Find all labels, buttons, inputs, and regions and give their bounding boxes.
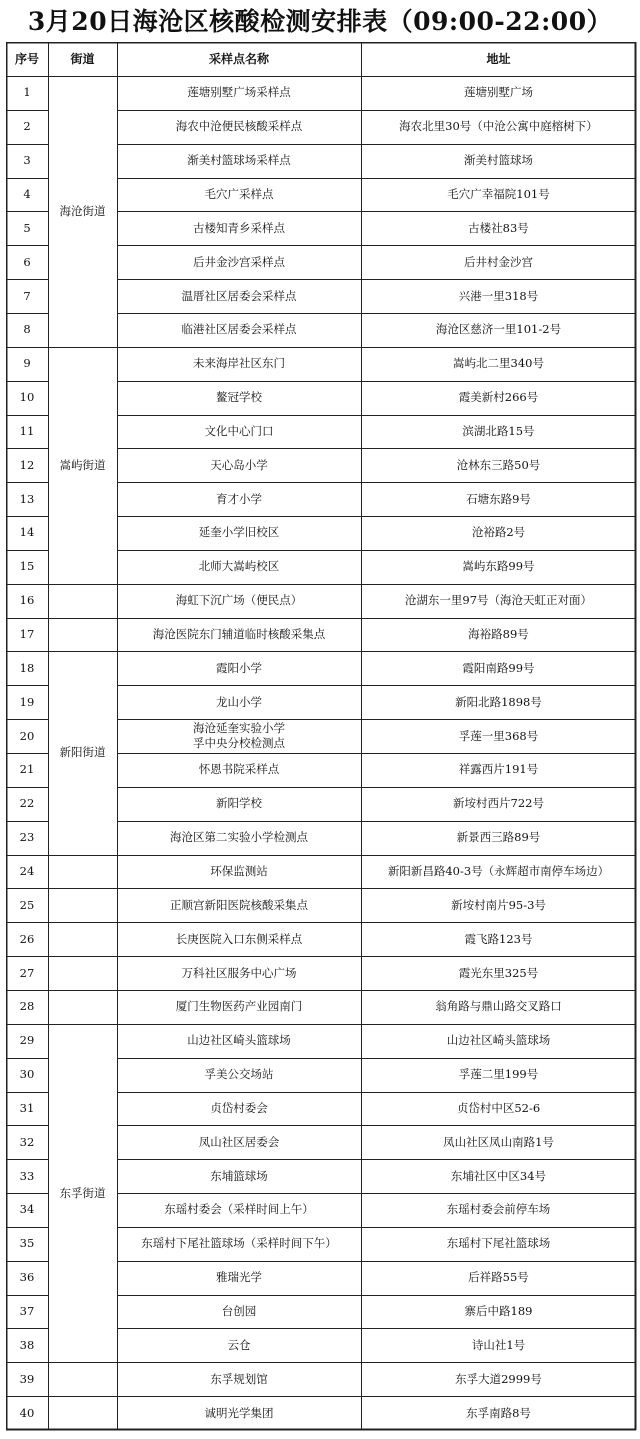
row-number: 31 xyxy=(19,1100,35,1115)
row-number: 29 xyxy=(19,1033,35,1048)
site-address: 新阳新昌路40-3号（永辉超市南停车场边） xyxy=(387,863,610,878)
site-address: 海农北里30号（中沧公寓中庭榕树下） xyxy=(399,119,598,134)
site-name: 厦门生物医药产业园南门 xyxy=(175,999,303,1014)
row-number: 19 xyxy=(19,694,35,709)
row-number: 6 xyxy=(23,254,31,269)
site-name: 山边社区崎头篮球场 xyxy=(187,1033,291,1048)
row-number: 7 xyxy=(23,288,31,303)
site-name: 海沧医院东门辅道临时核酸采集点 xyxy=(152,627,326,642)
street-cell: 新阳街道 xyxy=(59,745,106,760)
row-number: 35 xyxy=(19,1236,35,1251)
site-address: 东瑶村委会前停车场 xyxy=(446,1202,551,1217)
row-number: 3 xyxy=(23,153,31,168)
site-address: 新垵村南片95-3号 xyxy=(451,897,546,912)
site-address: 海裕路89号 xyxy=(468,627,529,642)
schedule-table xyxy=(6,42,636,1430)
site-name: 莲塘别墅广场采样点 xyxy=(187,85,291,100)
site-address: 沧林东三路50号 xyxy=(456,457,541,472)
site-address: 古楼社83号 xyxy=(468,220,529,235)
site-address: 莲塘别墅广场 xyxy=(464,85,533,100)
row-number: 21 xyxy=(19,762,35,777)
site-address: 东埔社区中区34号 xyxy=(450,1168,547,1183)
site-name: 文化中心门口 xyxy=(204,423,274,438)
site-address: 新景西三路89号 xyxy=(456,830,541,845)
site-name: 毛穴广采样点 xyxy=(204,186,274,201)
site-name: 东瑶村委会（采样时间上午） xyxy=(164,1202,314,1217)
site-name: 海沧延奎实验小学 孚中央分校检测点 xyxy=(193,721,285,751)
site-name: 北师大嵩屿校区 xyxy=(198,559,280,574)
row-number: 33 xyxy=(19,1168,35,1183)
header-site: 采样点名称 xyxy=(208,51,269,66)
site-address: 山边社区崎头篮球场 xyxy=(446,1033,551,1048)
street-cell: 海沧街道 xyxy=(59,203,106,218)
site-address: 东孚南路8号 xyxy=(466,1405,531,1420)
site-address: 霞光东里325号 xyxy=(458,965,539,980)
row-number: 17 xyxy=(19,627,35,642)
site-name: 东瑶村下尾社篮球场（采样时间下午） xyxy=(141,1236,337,1251)
row-number: 24 xyxy=(19,863,35,878)
site-address: 祥露西片191号 xyxy=(458,762,539,777)
header-no: 序号 xyxy=(14,51,39,66)
site-name: 温厝社区居委会采样点 xyxy=(181,288,297,303)
site-address: 石塘东路9号 xyxy=(466,491,531,506)
site-name: 云仓 xyxy=(227,1337,251,1352)
header-address: 地址 xyxy=(486,51,511,66)
site-name: 诚明光学集团 xyxy=(204,1405,274,1420)
site-address: 东孚大道2999号 xyxy=(455,1371,542,1386)
site-address: 诗山社1号 xyxy=(471,1337,526,1352)
site-name: 凤山社区居委会 xyxy=(198,1134,280,1149)
site-name: 海农中沧便民核酸采样点 xyxy=(175,119,303,134)
row-number: 1 xyxy=(23,85,31,100)
site-name: 正顺宫新阳医院核酸采集点 xyxy=(170,897,308,912)
site-address: 霞飞路123号 xyxy=(464,931,533,946)
row-number: 25 xyxy=(19,897,35,912)
site-name: 长庚医院入口东侧采样点 xyxy=(175,931,303,946)
site-name: 延奎小学旧校区 xyxy=(198,525,280,540)
row-number: 20 xyxy=(19,728,35,743)
site-address: 沧湖东一里97号（海沧天虹正对面） xyxy=(404,593,593,608)
site-name: 天心岛小学 xyxy=(210,457,268,472)
site-address: 沧裕路2号 xyxy=(471,525,526,540)
site-name: 临港社区居委会采样点 xyxy=(181,322,297,337)
row-number: 26 xyxy=(19,931,35,946)
site-name: 新阳学校 xyxy=(216,796,262,811)
row-number: 23 xyxy=(19,830,35,845)
row-number: 30 xyxy=(19,1067,35,1082)
row-number: 39 xyxy=(19,1371,35,1386)
site-address: 凤山社区凤山南路1号 xyxy=(443,1134,554,1149)
site-name: 万科社区服务中心广场 xyxy=(181,965,297,980)
row-number: 14 xyxy=(19,525,35,540)
row-number: 10 xyxy=(19,390,35,405)
row-number: 13 xyxy=(19,491,35,506)
page-title: 3月20日海沧区核酸检测安排表（09:00-22:00） xyxy=(27,7,613,36)
row-number: 32 xyxy=(19,1134,35,1149)
row-number: 22 xyxy=(19,796,35,811)
row-number: 11 xyxy=(19,423,35,438)
site-name: 台创园 xyxy=(221,1304,257,1319)
site-name: 未来海岸社区东门 xyxy=(193,356,285,371)
row-number: 36 xyxy=(19,1270,35,1285)
row-number: 9 xyxy=(23,356,31,371)
site-address: 东瑶村下尾社篮球场 xyxy=(446,1236,551,1251)
site-address: 贞岱村中区52-6 xyxy=(456,1100,541,1115)
row-number: 2 xyxy=(23,119,31,134)
site-name: 东埔篮球场 xyxy=(210,1168,268,1183)
row-number: 40 xyxy=(19,1405,35,1420)
site-address: 寨后中路189 xyxy=(464,1304,533,1319)
row-number: 15 xyxy=(19,559,35,574)
site-name: 育才小学 xyxy=(216,491,262,506)
table-grid-lines xyxy=(6,42,638,1432)
site-address: 嵩屿北二里340号 xyxy=(453,356,544,371)
site-name: 霞阳小学 xyxy=(216,660,262,675)
row-number: 12 xyxy=(19,457,35,472)
street-cell: 嵩屿街道 xyxy=(59,457,106,472)
row-number: 28 xyxy=(19,999,35,1014)
site-name: 孚美公交场站 xyxy=(204,1067,274,1082)
site-address: 后井村金沙宫 xyxy=(464,254,533,269)
site-address: 后祥路55号 xyxy=(468,1270,529,1285)
site-address: 霞阳南路99号 xyxy=(462,660,535,675)
header-street: 街道 xyxy=(70,51,95,66)
row-number: 18 xyxy=(19,660,35,675)
site-name: 海沧区第二实验小学检测点 xyxy=(170,830,308,845)
site-address: 孚莲一里368号 xyxy=(458,728,539,743)
site-name: 古楼知青乡采样点 xyxy=(193,220,285,235)
row-number: 27 xyxy=(19,965,35,980)
site-address: 兴港一里318号 xyxy=(458,288,539,303)
street-cell: 东孚街道 xyxy=(59,1185,106,1200)
site-address: 滨湖北路15号 xyxy=(462,423,535,438)
site-name: 贞岱村委会 xyxy=(210,1100,268,1115)
site-address: 翁角路与鼎山路交叉路口 xyxy=(435,999,562,1014)
row-number: 4 xyxy=(23,186,31,201)
site-name: 后井金沙宫采样点 xyxy=(193,254,285,269)
site-name: 海虹下沉广场（便民点） xyxy=(175,593,303,608)
site-address: 霞美新村266号 xyxy=(458,390,539,405)
site-address: 嵩屿东路99号 xyxy=(462,559,535,574)
site-name: 环保监测站 xyxy=(210,863,268,878)
site-name: 东孚规划馆 xyxy=(210,1371,268,1386)
row-number: 37 xyxy=(19,1304,35,1319)
row-number: 16 xyxy=(19,593,35,608)
row-number: 38 xyxy=(19,1337,35,1352)
site-name: 怀恩书院采样点 xyxy=(198,762,280,777)
site-name: 雅瑞光学 xyxy=(216,1270,262,1285)
site-address: 毛穴广幸福院101号 xyxy=(447,186,550,201)
site-address: 孚莲二里199号 xyxy=(458,1067,539,1082)
site-name: 龙山小学 xyxy=(216,694,262,709)
site-address: 新垵村西片722号 xyxy=(453,796,544,811)
row-number: 34 xyxy=(19,1202,35,1217)
site-address: 渐美村篮球场 xyxy=(464,153,533,168)
site-address: 新阳北路1898号 xyxy=(455,694,542,709)
site-address: 海沧区慈济一里101-2号 xyxy=(435,322,562,337)
row-number: 5 xyxy=(23,220,31,235)
site-name: 渐美村篮球场采样点 xyxy=(187,153,291,168)
site-name: 鳌冠学校 xyxy=(216,390,262,405)
row-number: 8 xyxy=(23,322,31,337)
